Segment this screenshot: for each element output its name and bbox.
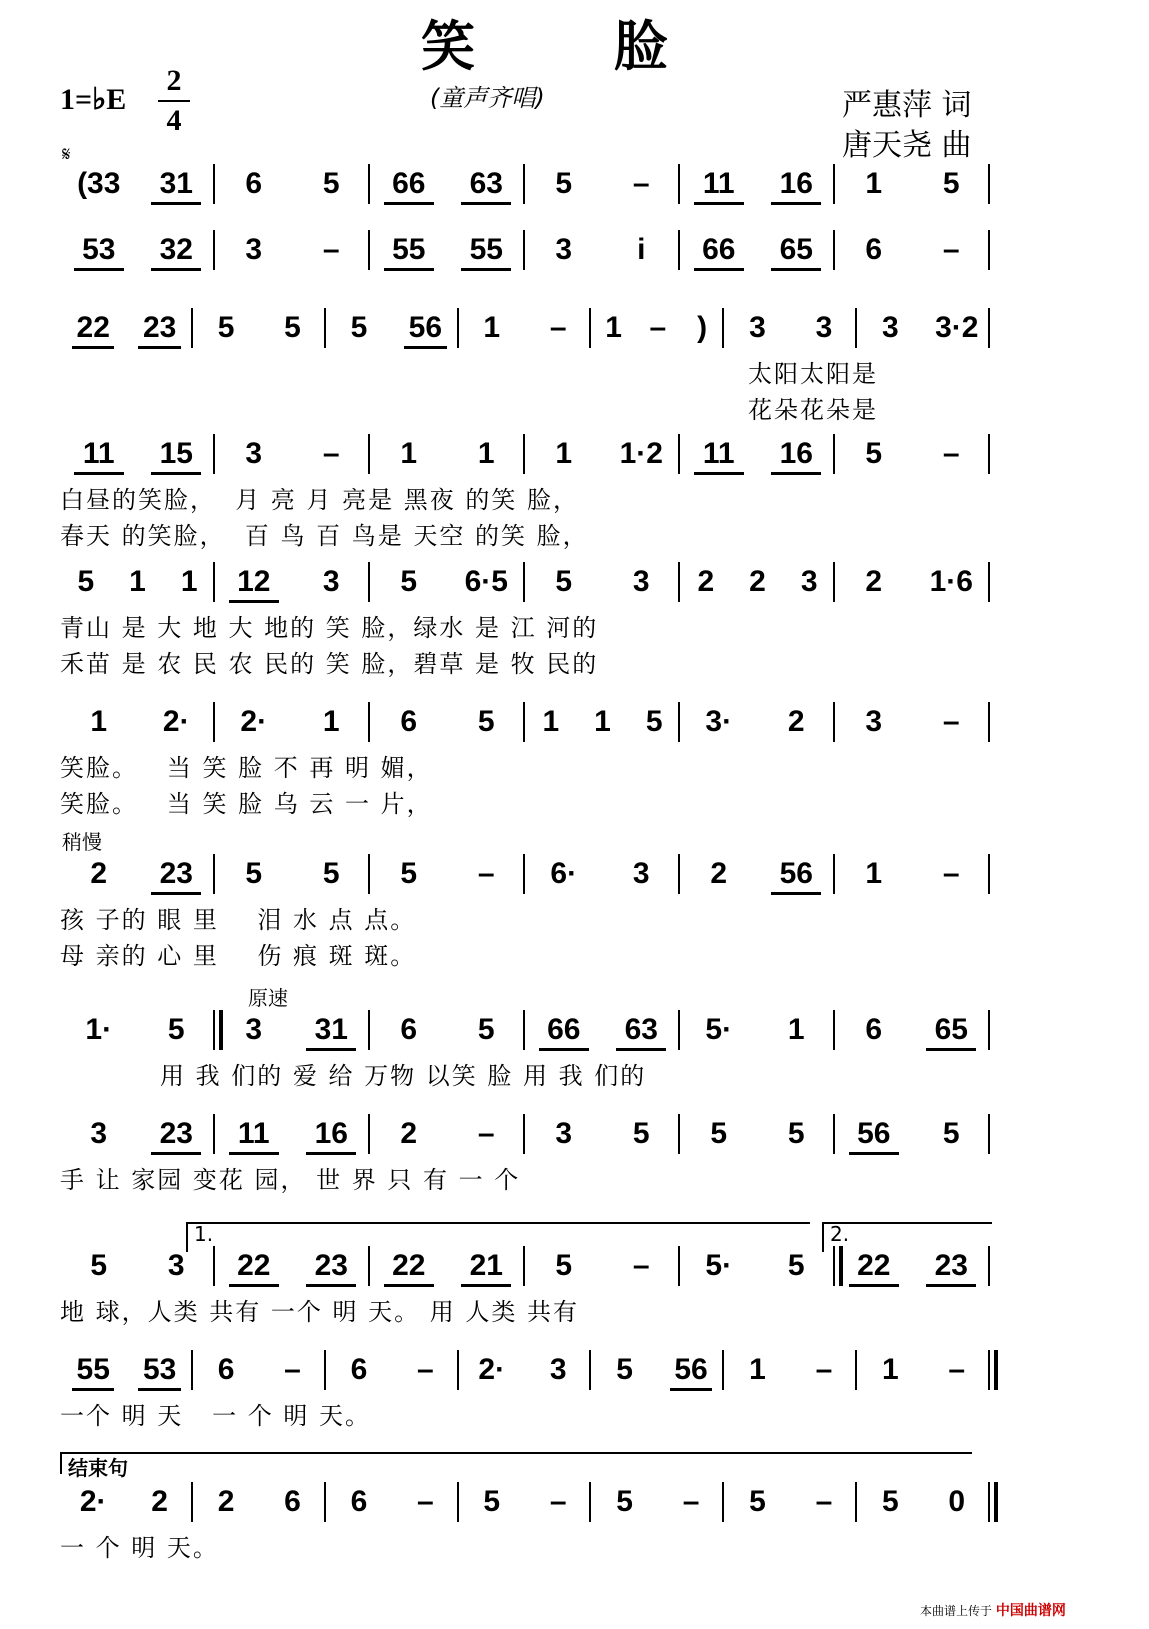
note-group: 5 — [483, 1485, 501, 1518]
note-group: 11 — [82, 437, 115, 470]
note-group: 1 — [605, 311, 622, 344]
volta-first-label: 1. — [194, 1222, 214, 1246]
tempo-marking: 稍慢 — [62, 830, 102, 854]
note-group: 1·2 — [619, 437, 663, 470]
note-group: 3 — [322, 565, 340, 598]
note-group: – — [815, 1485, 833, 1518]
note-group: 22 — [76, 311, 110, 344]
note-group: 3 — [749, 311, 766, 344]
note-group: – — [942, 705, 960, 738]
lyric-line: 笑脸。 当 笑 脸 乌 云 一 片， — [60, 790, 433, 818]
note-group: 5 — [942, 167, 960, 200]
beam-underline — [461, 202, 511, 205]
composer-credit: 唐天尧 曲 — [842, 128, 972, 163]
note-group: 5 — [710, 1117, 728, 1150]
beam-underline — [404, 346, 447, 349]
note-group: 3 — [245, 233, 263, 266]
ending-label: 结束句 — [68, 1456, 128, 1480]
note-group: 55 — [469, 233, 503, 266]
note-group: 6 — [400, 1013, 418, 1046]
note-group: 3 — [555, 233, 573, 266]
note-group: 22 — [237, 1249, 271, 1282]
lyric-line: 花朵花朵是 — [748, 396, 878, 424]
note-group: 56 — [779, 857, 813, 890]
barline — [988, 1246, 990, 1286]
note-group: 1 — [787, 1013, 805, 1046]
note-group: – — [632, 1249, 650, 1282]
beam-underline — [151, 472, 201, 475]
note-group: 66 — [547, 1013, 581, 1046]
lyric-line: 春天 的笑脸， 百 鸟 百 鸟是 天空 的笑 脸， — [60, 522, 589, 550]
beam-underline — [694, 268, 744, 271]
note-group: 65 — [934, 1013, 968, 1046]
note-group: 5 — [322, 167, 340, 200]
beam-underline — [771, 892, 821, 895]
beam-underline — [461, 268, 511, 271]
note-group: 1 — [542, 705, 560, 738]
note-group: 55 — [76, 1353, 110, 1386]
note-group: 23 — [142, 311, 177, 344]
performance-note: (童声齐唱) — [430, 84, 545, 112]
note-group: 1 — [129, 565, 146, 598]
notation-row — [0, 1480, 1149, 1524]
lyric-line: 青山 是 大 地 大 地的 笑 脸，绿水 是 江 河的 — [60, 614, 599, 642]
beam-underline — [72, 1388, 115, 1391]
barline — [988, 308, 990, 348]
beam-underline — [74, 472, 124, 475]
note-group: 5 — [555, 167, 573, 200]
footer — [920, 1600, 1066, 1620]
footer-site: 中国曲谱网 — [995, 1603, 1066, 1619]
note-group: 5 — [167, 1013, 185, 1046]
note-group: 5 — [749, 1485, 766, 1518]
note-group: – — [942, 233, 960, 266]
note-group: 2 — [217, 1485, 235, 1518]
lyric-line: 用 我 们的 爱 给 万物 以笑 脸 用 我 们的 — [160, 1062, 647, 1090]
note-group: 56 — [408, 311, 443, 344]
note-group: 5 — [632, 1117, 650, 1150]
note-group: 5 — [616, 1485, 633, 1518]
beam-underline — [694, 202, 744, 205]
beam-underline — [229, 1284, 279, 1287]
note-group: – — [322, 437, 340, 470]
note-group: 2 — [151, 1485, 168, 1518]
barline — [988, 1482, 990, 1522]
key-signature: 1=♭E — [60, 83, 127, 116]
note-group: – — [549, 1485, 567, 1518]
lyric-line: 笑脸。 当 笑 脸 不 再 明 媚， — [60, 754, 433, 782]
barline — [988, 164, 990, 204]
beam-underline — [306, 1048, 356, 1051]
note-group: 1 — [865, 167, 883, 200]
note-group: 2 — [90, 857, 108, 890]
note-group: 6 — [350, 1353, 368, 1386]
beam-underline — [616, 1048, 666, 1051]
note-group: 3 — [245, 1013, 263, 1046]
barline — [988, 562, 990, 602]
note-group: 16 — [779, 437, 813, 470]
beam-underline — [694, 472, 744, 475]
note-group: 2 — [697, 565, 715, 598]
note-group: 63 — [469, 167, 503, 200]
note-group: 6 — [400, 705, 418, 738]
lyric-line: 一个 明 天 一 个 明 天。 — [60, 1402, 372, 1430]
beam-underline — [670, 1388, 713, 1391]
note-group: (33 — [77, 167, 121, 200]
footer-text: 本曲谱上传于 — [920, 1604, 993, 1618]
note-group: 0 — [948, 1485, 966, 1518]
beam-underline — [74, 268, 124, 271]
note-group: 1 — [555, 437, 573, 470]
note-group: 11 — [237, 1117, 270, 1150]
note-group: 2 — [749, 565, 766, 598]
note-group: 56 — [857, 1117, 891, 1150]
note-group: 3 — [555, 1117, 573, 1150]
lyric-line: 母 亲的 心 里 伤 痕 斑 斑。 — [60, 942, 417, 970]
note-group: 1· — [85, 1013, 113, 1046]
note-group: 5 — [217, 311, 235, 344]
note-group: 1 — [882, 1353, 899, 1386]
note-group: 1 — [594, 705, 611, 738]
note-group: – — [942, 437, 960, 470]
note-group: 3 — [632, 857, 650, 890]
note-group: 2 — [400, 1117, 418, 1150]
song-title: 笑 脸 — [421, 15, 728, 78]
note-group: – — [417, 1353, 434, 1386]
note-group: 5 — [477, 1013, 495, 1046]
note-group: 3 — [549, 1353, 567, 1386]
beam-underline — [229, 1152, 279, 1155]
note-group: – — [284, 1353, 301, 1386]
beam-underline — [138, 1388, 181, 1391]
note-group: 23 — [159, 857, 193, 890]
note-group: 65 — [779, 233, 813, 266]
note-group: 2· — [79, 1485, 107, 1518]
note-group: 2· — [478, 1353, 506, 1386]
note-group: 3 — [800, 565, 818, 598]
beam-underline — [771, 268, 821, 271]
note-group: 6 — [245, 167, 263, 200]
note-group: 6 — [284, 1485, 301, 1518]
note-group: 11 — [702, 167, 735, 200]
note-group: 12 — [237, 565, 271, 598]
barline — [988, 230, 990, 270]
note-group: 5 — [942, 1117, 960, 1150]
barline — [988, 434, 990, 474]
note-group: 6 — [865, 233, 883, 266]
notation-row — [0, 1112, 1149, 1156]
note-group: 5 — [350, 311, 368, 344]
beam-underline — [151, 268, 201, 271]
note-group: 3 — [882, 311, 899, 344]
note-group: 22 — [857, 1249, 891, 1282]
beam-underline — [306, 1152, 356, 1155]
note-group: 5 — [322, 857, 340, 890]
note-group: 6 — [350, 1485, 368, 1518]
ending-bracket — [60, 1452, 972, 1474]
note-group: 32 — [159, 233, 193, 266]
lyricist-credit: 严惠萍 词 — [842, 88, 972, 123]
barline — [988, 1010, 990, 1050]
barline — [988, 854, 990, 894]
note-group: 1 — [865, 857, 883, 890]
lyric-line: 禾苗 是 农 民 农 民的 笑 脸，碧草 是 牧 民的 — [60, 650, 599, 678]
note-group: 2· — [240, 705, 268, 738]
beam-underline — [771, 202, 821, 205]
note-group: – — [632, 167, 650, 200]
beam-underline — [539, 1048, 589, 1051]
notation-row — [0, 1348, 1149, 1392]
notation-row — [0, 162, 1149, 206]
note-group: 5 — [555, 1249, 573, 1282]
barline — [988, 702, 990, 742]
notation-row — [0, 700, 1149, 744]
note-group: – — [682, 1485, 700, 1518]
note-group: 2· — [162, 705, 190, 738]
note-group: 15 — [159, 437, 193, 470]
note-group: 1 — [749, 1353, 766, 1386]
notation-row — [0, 306, 1149, 350]
note-group: 1 — [400, 437, 418, 470]
note-group: – — [417, 1485, 434, 1518]
note-group: 5 — [90, 1249, 108, 1282]
segno-icon: 𝄋 — [62, 142, 71, 166]
beam-underline — [461, 1284, 511, 1287]
note-group: 3 — [632, 565, 650, 598]
beam-underline — [306, 1284, 356, 1287]
notation-row — [0, 228, 1149, 272]
note-group: – — [948, 1353, 966, 1386]
note-group: 31 — [159, 167, 193, 200]
note-group: 55 — [392, 233, 426, 266]
meter-top: 2 — [166, 64, 182, 97]
note-group: 5 — [77, 565, 95, 598]
beam-underline — [384, 268, 434, 271]
note-group: 2 — [710, 857, 728, 890]
beam-underline — [849, 1284, 899, 1287]
note-group: 5 — [616, 1353, 633, 1386]
note-group: 3 — [865, 705, 883, 738]
notation-row — [0, 1008, 1149, 1052]
notation-row — [0, 432, 1149, 476]
note-group: 1 — [180, 565, 198, 598]
barline-double — [994, 1482, 998, 1522]
tempo-marking: 原速 — [248, 986, 288, 1010]
note-group: 5 — [645, 705, 663, 738]
lyric-line: 太阳太阳是 — [748, 360, 878, 388]
note-group: 31 — [314, 1013, 348, 1046]
beam-underline — [926, 1048, 976, 1051]
note-group: 5 — [400, 565, 418, 598]
note-group: – — [549, 311, 567, 344]
note-group: 2 — [787, 705, 805, 738]
note-group: 6·5 — [464, 565, 508, 598]
beam-underline — [384, 1284, 434, 1287]
note-group: – — [322, 233, 340, 266]
note-group: – — [942, 857, 960, 890]
lyric-line: 白昼的笑脸， 月 亮 月 亮是 黑夜 的笑 脸， — [60, 486, 580, 514]
beam-underline — [384, 202, 434, 205]
note-group: 3·2 — [935, 311, 979, 344]
note-group: 5 — [245, 857, 263, 890]
note-group: 66 — [392, 167, 426, 200]
note-group: 21 — [469, 1249, 503, 1282]
volta-second-label: 2. — [830, 1222, 850, 1246]
note-group: 23 — [934, 1249, 968, 1282]
beam-underline — [849, 1152, 899, 1155]
notation-row — [0, 1244, 1149, 1288]
note-group: 1·6 — [929, 565, 973, 598]
note-group: 66 — [702, 233, 736, 266]
note-group: 5· — [705, 1249, 733, 1282]
note-group: 3 — [245, 437, 263, 470]
note-group: 6· — [550, 857, 578, 890]
note-group: 3 — [90, 1117, 108, 1150]
note-group: 5· — [705, 1013, 733, 1046]
beam-underline — [151, 202, 201, 205]
note-group: 5 — [787, 1249, 805, 1282]
note-group: 3 — [815, 311, 833, 344]
note-group: 2 — [865, 565, 883, 598]
note-group: 11 — [702, 437, 735, 470]
lyric-line: 一 个 明 天。 — [60, 1534, 219, 1562]
note-group: 5 — [477, 705, 495, 738]
beam-underline — [926, 1284, 976, 1287]
note-group: 5 — [555, 565, 573, 598]
meter-bottom: 4 — [166, 104, 182, 137]
note-group: – — [477, 857, 495, 890]
note-group: 5 — [865, 437, 883, 470]
note-group: 6 — [217, 1353, 235, 1386]
note-group: ) — [697, 311, 708, 344]
note-group: 3· — [705, 705, 733, 738]
note-group: 6 — [865, 1013, 883, 1046]
note-group: 1 — [322, 705, 340, 738]
note-group: 5 — [882, 1485, 899, 1518]
note-group: 1 — [90, 705, 108, 738]
note-group: – — [477, 1117, 495, 1150]
note-group: 5 — [284, 311, 301, 344]
meter-divider — [158, 100, 190, 102]
lyric-line: 手 让 家园 变花 园， 世 界 只 有 一 个 — [60, 1166, 521, 1194]
barline — [988, 1114, 990, 1154]
note-group: 1 — [483, 311, 501, 344]
note-group: 1 — [477, 437, 495, 470]
beam-underline — [771, 472, 821, 475]
lyric-line: 孩 子的 眼 里 泪 水 点 点。 — [60, 906, 417, 934]
note-group: – — [815, 1353, 833, 1386]
beam-underline — [229, 600, 279, 603]
time-signature — [158, 64, 190, 138]
notation-row — [0, 560, 1149, 604]
notation-row — [0, 852, 1149, 896]
beam-underline — [72, 346, 115, 349]
note-group: 3 — [167, 1249, 185, 1282]
note-group: 22 — [392, 1249, 426, 1282]
note-group: i — [637, 233, 646, 266]
note-group: 56 — [674, 1353, 708, 1386]
note-group: 53 — [142, 1353, 177, 1386]
note-group: 63 — [624, 1013, 658, 1046]
note-group: 16 — [314, 1117, 348, 1150]
barline-double — [994, 1350, 998, 1390]
note-group: – — [649, 311, 667, 344]
beam-underline — [151, 1152, 201, 1155]
note-group: 16 — [779, 167, 813, 200]
lyric-line: 地 球，人类 共有 一个 明 天。 用 人类 共有 — [60, 1298, 580, 1326]
beam-underline — [138, 346, 181, 349]
barline — [988, 1350, 990, 1390]
beam-underline — [151, 892, 201, 895]
note-group: 5 — [400, 857, 418, 890]
note-group: 53 — [82, 233, 116, 266]
note-group: 23 — [159, 1117, 193, 1150]
note-group: 5 — [787, 1117, 805, 1150]
note-group: 23 — [314, 1249, 348, 1282]
